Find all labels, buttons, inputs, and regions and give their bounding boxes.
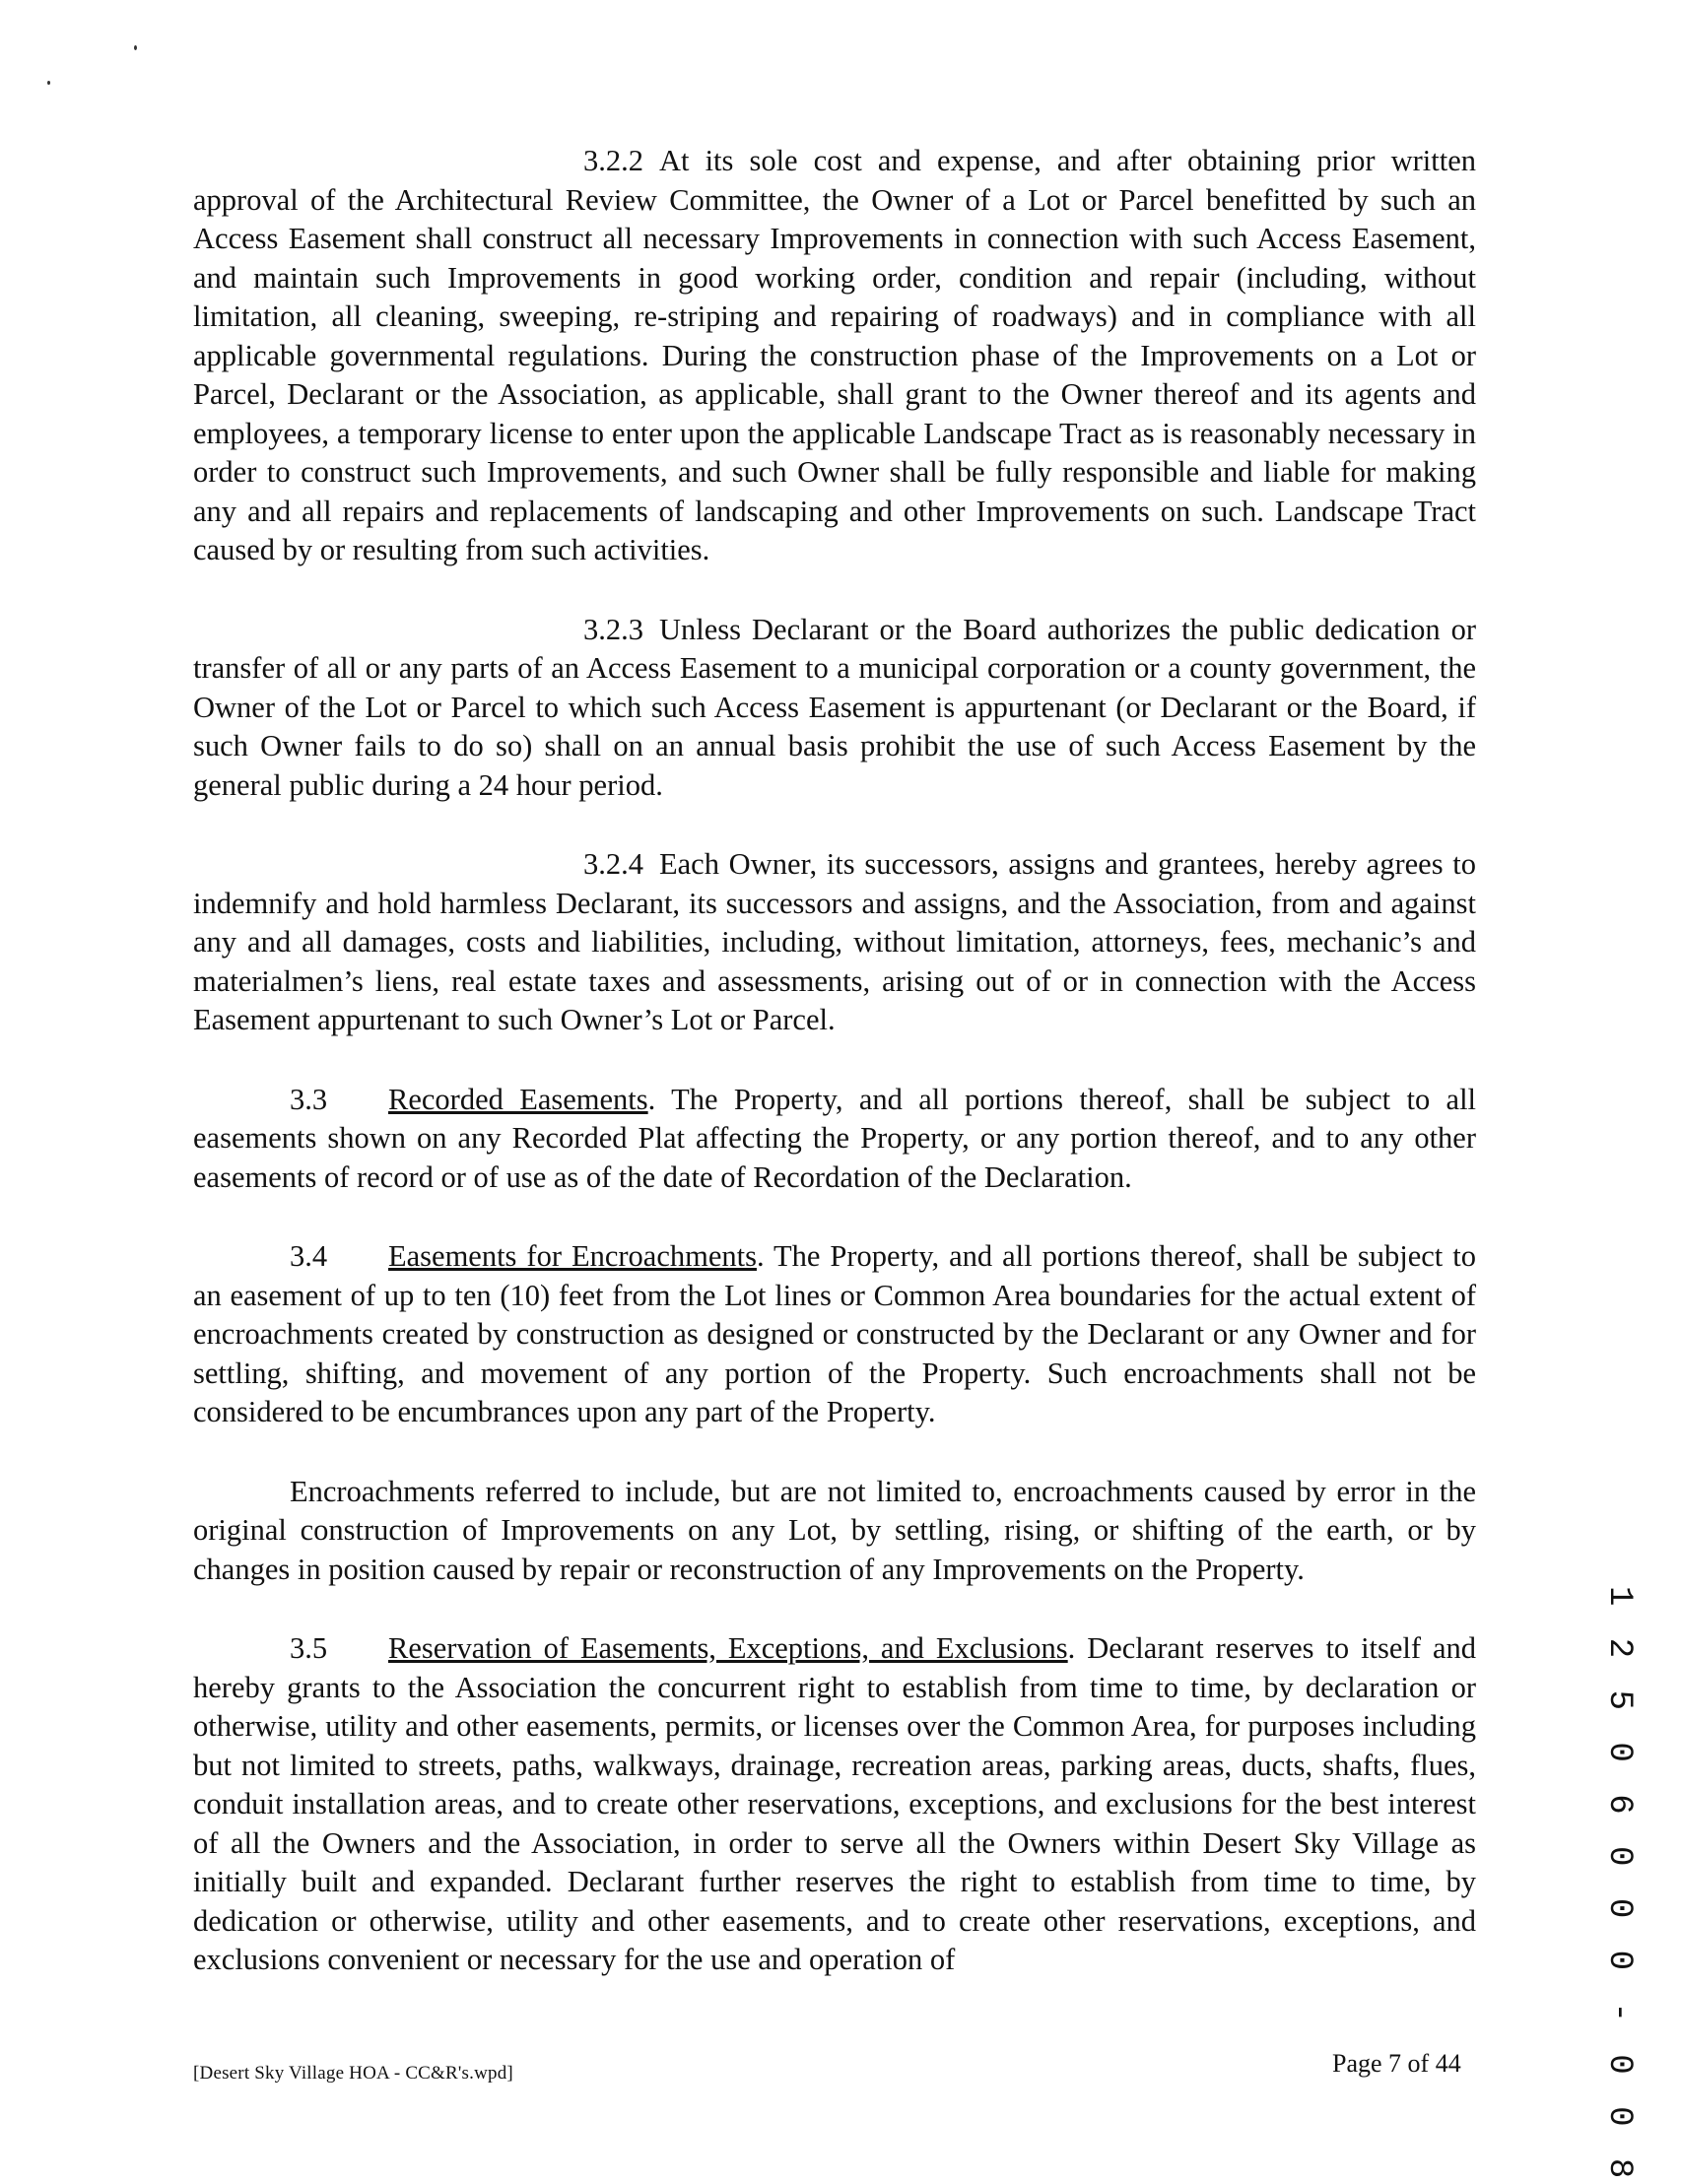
paragraph-text: Encroachments referred to include, but are not limited to, encroachments caused by error in the original construction of Improvements on any Lot, by settling, rising, or shifting of the earth, or by changes in position caused by repair or reconstruction of any Improvements on the Property.: [193, 1474, 1476, 1586]
paragraph-3-2-2: [193, 142, 1476, 570]
section-3-4: 3.4 Easements for Encroachments. The Property, and all portions thereof, shall be subject to an easement of up to ten (10) feet from the Lot lines or Common Area boundaries for the actual extent of encroachments created by construction as designed or constructed by the Declarant or any Owner and for settling, shifting, and movement of any portion of the Property. Such encroachments shall not be considered to be encumbrances upon any part of the Property.: [193, 1239, 1476, 1428]
paragraph-text: Each Owner, its successors, assigns and grantees, hereby agrees to indemnify and hold harmless Declarant, its successors and assigns, and the Association, from and against any and all damages, costs and liabilities, including, without limitation, attorneys, fees, mechanic’s and materialmen’s liens, real estate taxes and assessments, arising out of or in connection with the Access Easement appurtenant to such Owner’s Lot or Parcel.: [193, 847, 1476, 1036]
footer-page-number: Page 7 of 44: [1332, 2049, 1461, 2078]
section-heading: Reservation of Easements, Exceptions, and Exclusions: [388, 1631, 1068, 1665]
paragraph-3-2-3: [193, 611, 1476, 806]
section-number: 3.4: [290, 1239, 328, 1273]
document-body: [193, 142, 1476, 2020]
paragraph-3-2-4: [193, 845, 1476, 1040]
section-text: The Property, and all portions thereof, shall be subject to an easement of up to ten (10) feet from the Lot lines or Common Area boundaries for the actual extent of encroachments created by construction as designed or constructed by the Declarant or any Owner and for settling, shifting, and movement of any portion of the Property. Such encroachments shall not be considered to be encumbrances upon any part of the Property.: [193, 1239, 1476, 1428]
paragraph-number: 3.2.2: [583, 144, 643, 177]
section-heading: Recorded Easements: [388, 1082, 648, 1116]
recording-number-stamp: [1600, 1586, 1644, 2184]
section-text: The Property, and all portions thereof, shall be subject to all easements shown on any Recorded Plat affecting the Property, or any portion thereof, and to any other easements of record or of use as of the date of Recordation of the Declaration.: [193, 1082, 1477, 1194]
section-3-3: 3.3 Recorded Easements. The Property, and all portions thereof, shall be subject to all easements shown on any Recorded Plat affecting the Property, or any portion thereof, and to any other easements of record or of use as of the date of Recordation of the Declaration.: [193, 1082, 1477, 1194]
section-number: 3.3: [290, 1082, 328, 1116]
section-3-5: 3.5 Reservation of Easements, Exceptions, and Exclusions. Declarant reserves to itself and hereby grants to the Association the concurrent right to establish from time to time, by declaration or otherwise, utility and other easements, permits, or licenses over the Common Area, for purposes including but not limited to streets, paths, walkways, drainage, recreation areas, parking areas, ducts, shafts, flues, conduit installation areas, and to create other reservations, exceptions, and exclusions for the best interest of all the Owners and the Association, in order to serve all the Owners within Desert Sky Village as initially built and expanded. Declarant further reserves the right to establish from time to time, by dedication or otherwise, utility and other easements, and to create other reservations, exceptions, and exclusions convenient or necessary for the use and operation of: [193, 1631, 1476, 1976]
encroachments-paragraph: [193, 1473, 1476, 1590]
recording-number: 1 2 5 0 6 0 0 0 - 0 0 8: [1600, 1586, 1638, 2184]
section-number: 3.5: [290, 1631, 328, 1665]
scan-speck: [47, 81, 50, 85]
paragraph-text: Unless Declarant or the Board authorizes the public dedication or transfer of all or any parts of an Access Easement to a municipal corporation or a county government, the Owner of the Lot or Parcel to which such Access Easement is appurtenant (or Declarant or the Board, if such Owner fails to do so) shall on an annual basis prohibit the use of such Access Easement by the general public during a 24 hour period.: [193, 612, 1476, 802]
section-text: Declarant reserves to itself and hereby grants to the Association the concurrent right to establish from time to time, by declaration or otherwise, utility and other easements, permits, or licenses over the Common Area, for purposes including but not limited to streets, paths, walkways, drainage, recreation areas, parking areas, ducts, shafts, flues, conduit installation areas, and to create other reservations, exceptions, and exclusions for the best interest of all the Owners and the Association, in order to serve all the Owners within Desert Sky Village as initially built and expanded. Declarant further reserves the right to establish from time to time, by dedication or otherwise, utility and other easements, and to create other reservations, exceptions, and exclusions convenient or necessary for the use and operation of: [193, 1631, 1476, 1976]
section-heading: Easements for Encroachments: [388, 1239, 757, 1273]
paragraph-text: At its sole cost and expense, and after obtaining prior written approval of the Architectural Review Committee, the Owner of a Lot or Parcel benefitted by such an Access Easement shall construct all necessary Improvements in connection with such Access Easement, and maintain such Improvements in good working order, condition and repair (including, without limitation, all cleaning, sweeping, re-striping and repairing of roadways) and in compliance with all applicable governmental regulations. During the construction phase of the Improvements on a Lot or Parcel, Declarant or the Association, as applicable, shall grant to the Owner thereof and its agents and employees, a temporary license to enter upon the applicable Landscape Tract as is reasonably necessary in order to construct such Improvements, and such Owner shall be fully responsible and liable for making any and all repairs and replacements of landscaping and other Improvements on such. Landscape Tract caused by or resulting from such activities.: [193, 144, 1476, 566]
paragraph-number: 3.2.3: [583, 612, 643, 646]
paragraph-number: 3.2.4: [583, 847, 643, 881]
scan-speck: [134, 45, 137, 50]
footer-file-label: [Desert Sky Village HOA - CC&R's.wpd]: [193, 2063, 513, 2084]
